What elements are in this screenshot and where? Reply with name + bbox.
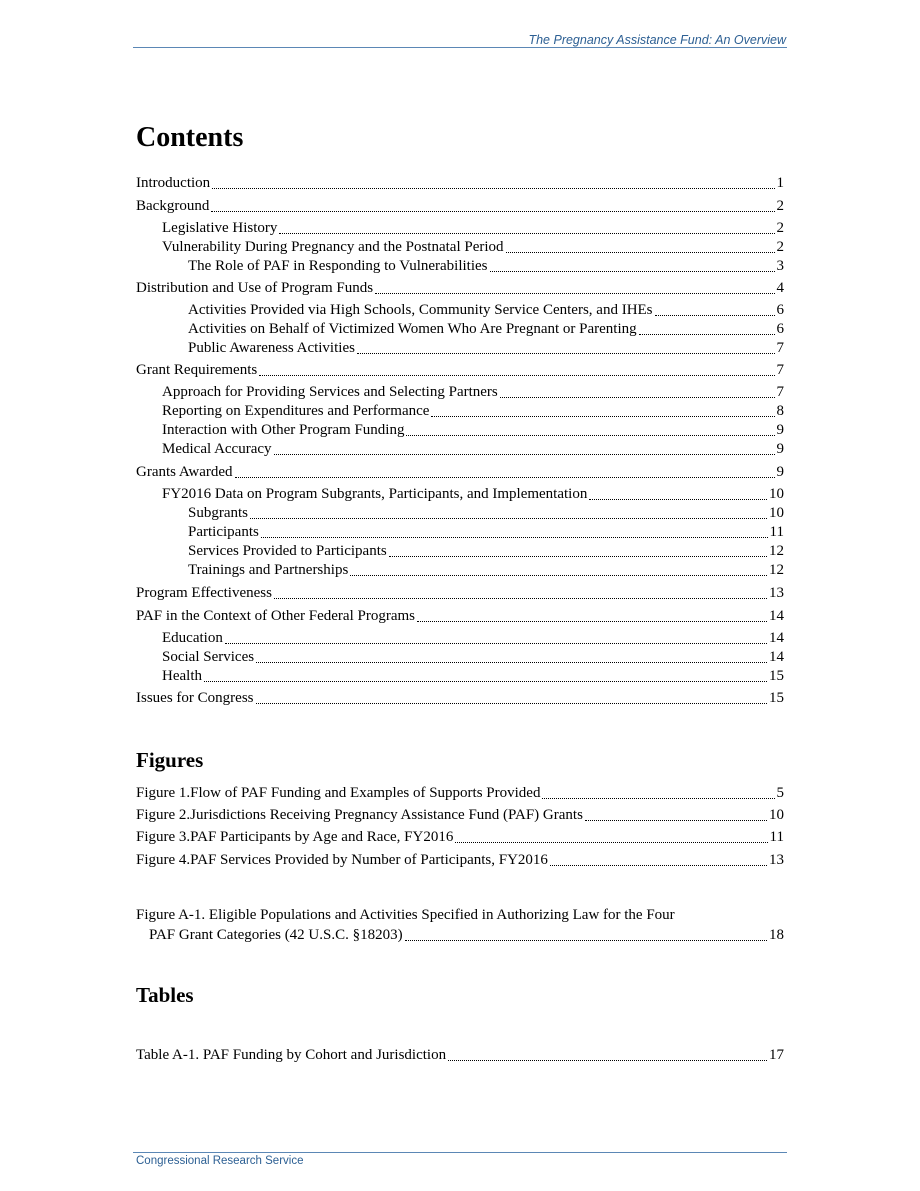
dot-leader xyxy=(256,662,767,663)
toc-entry-page: 3 xyxy=(776,258,784,274)
toc-entry[interactable] xyxy=(136,607,784,626)
tables-heading: Tables xyxy=(136,983,194,1007)
toc-entry[interactable] xyxy=(136,279,784,298)
dot-leader xyxy=(212,188,774,189)
dot-leader xyxy=(259,375,774,376)
toc-entry-title: Participants xyxy=(188,524,259,540)
toc-entry-title: Public Awareness Activities xyxy=(188,340,355,356)
toc-entry-page: 7 xyxy=(776,362,784,378)
toc-entry[interactable] xyxy=(136,402,784,421)
toc-entry-page: 2 xyxy=(776,239,784,255)
dot-leader xyxy=(225,643,767,644)
toc-entry[interactable] xyxy=(136,667,784,686)
figure-entry-page: 5 xyxy=(776,785,784,801)
toc-entry[interactable] xyxy=(136,689,784,708)
toc-entry-title: Reporting on Expenditures and Performance xyxy=(162,403,430,419)
dot-leader xyxy=(550,865,767,866)
toc-entry-title: PAF in the Context of Other Federal Programs xyxy=(136,608,416,624)
appendix-figure-entry[interactable] xyxy=(136,926,784,945)
footer-rule xyxy=(133,1152,787,1153)
toc-entry-page: 10 xyxy=(769,505,784,521)
toc-entry-title: Program Effectiveness xyxy=(136,585,272,601)
figure-entry[interactable] xyxy=(136,784,784,803)
toc-entry-title: Approach for Providing Services and Selecting Partners xyxy=(162,384,498,400)
toc-entry[interactable] xyxy=(136,629,784,648)
dot-leader xyxy=(405,940,767,941)
dot-leader xyxy=(639,334,775,335)
toc-entry-title: Social Services xyxy=(162,649,255,665)
toc-entry-page: 2 xyxy=(776,198,784,214)
dot-leader xyxy=(506,252,775,253)
toc-entry[interactable] xyxy=(136,320,784,339)
toc-entry[interactable] xyxy=(136,542,784,561)
toc-entry-title: Health xyxy=(162,668,202,684)
toc-entry-page: 8 xyxy=(776,403,784,419)
toc-entry[interactable] xyxy=(136,440,784,459)
footer-publisher: Congressional Research Service xyxy=(136,1155,304,1167)
dot-leader xyxy=(256,703,768,704)
appendix-figure-page: 18 xyxy=(769,927,784,943)
toc-entry-title: Services Provided to Participants xyxy=(188,543,387,559)
appendix-figure-title-line2: PAF Grant Categories (42 U.S.C. §18203) xyxy=(149,927,403,943)
toc-entry-title: Interaction with Other Program Funding xyxy=(162,422,405,438)
toc-entry-page: 6 xyxy=(776,321,784,337)
figure-entry[interactable] xyxy=(136,828,784,847)
toc-entry-page: 2 xyxy=(776,220,784,236)
toc-entry[interactable] xyxy=(136,301,784,320)
table-entry-title: Table A-1. PAF Funding by Cohort and Jurisdiction xyxy=(136,1047,447,1063)
figure-entry-page: 13 xyxy=(769,852,784,868)
toc-entry-page: 1 xyxy=(776,175,784,191)
toc-entry[interactable] xyxy=(136,463,784,482)
dot-leader xyxy=(250,518,767,519)
toc-entry[interactable] xyxy=(136,219,784,238)
toc-entry[interactable] xyxy=(136,504,784,523)
table-entry-page: 17 xyxy=(769,1047,784,1063)
toc-entry-page: 14 xyxy=(769,630,784,646)
toc-entry[interactable] xyxy=(136,383,784,402)
toc-entry[interactable] xyxy=(136,421,784,440)
toc-entry-title: Education xyxy=(162,630,223,646)
toc-entry-page: 11 xyxy=(769,524,784,540)
toc-entry-page: 7 xyxy=(776,384,784,400)
dot-leader xyxy=(417,621,767,622)
contents-heading: Contents xyxy=(136,122,244,153)
dot-leader xyxy=(261,537,768,538)
figures-heading: Figures xyxy=(136,748,204,772)
toc-entry-page: 7 xyxy=(776,340,784,356)
toc-entry-page: 12 xyxy=(769,562,784,578)
toc-entry-page: 9 xyxy=(776,464,784,480)
dot-leader xyxy=(204,681,767,682)
toc-entry-title: Medical Accuracy xyxy=(162,441,272,457)
toc-entry-page: 12 xyxy=(769,543,784,559)
toc-entry-title: Issues for Congress xyxy=(136,690,254,706)
figure-entry[interactable] xyxy=(136,806,784,825)
toc-entry-title: The Role of PAF in Responding to Vulnerabilities xyxy=(188,258,488,274)
toc-entry-page: 15 xyxy=(769,668,784,684)
toc-entry-page: 9 xyxy=(776,422,784,438)
dot-leader xyxy=(455,842,767,843)
toc-entry-page: 9 xyxy=(776,441,784,457)
toc-entry-title: Distribution and Use of Program Funds xyxy=(136,280,374,296)
dot-leader xyxy=(274,598,767,599)
toc-entry[interactable] xyxy=(136,648,784,667)
dot-leader xyxy=(274,454,775,455)
toc-entry-title: Grants Awarded xyxy=(136,464,233,480)
figure-entry[interactable] xyxy=(136,851,784,870)
dot-leader xyxy=(235,477,775,478)
toc-entry-title: Introduction xyxy=(136,175,211,191)
toc-entry[interactable] xyxy=(136,561,784,580)
dot-leader xyxy=(448,1060,767,1061)
running-header-title: The Pregnancy Assistance Fund: An Overview xyxy=(528,33,786,47)
toc-entry-page: 15 xyxy=(769,690,784,706)
figure-entry-title: Figure 3.PAF Participants by Age and Race, FY2016 xyxy=(136,829,454,845)
dot-leader xyxy=(542,798,774,799)
header-rule xyxy=(133,47,787,48)
figure-entry-title: Figure 4.PAF Services Provided by Number of Participants, FY2016 xyxy=(136,852,548,868)
toc-entry[interactable] xyxy=(136,174,784,193)
appendix-figure-title-line1[interactable]: Figure A-1. Eligible Populations and Activities Specified in Authorizing Law for the Four xyxy=(136,907,675,923)
toc-entry[interactable] xyxy=(136,485,784,504)
dot-leader xyxy=(375,293,774,294)
dot-leader xyxy=(500,397,775,398)
table-entry[interactable] xyxy=(136,1046,784,1065)
toc-entry-title: Activities Provided via High Schools, Community Service Centers, and IHEs xyxy=(188,302,653,318)
dot-leader xyxy=(589,499,767,500)
toc-entry[interactable] xyxy=(136,197,784,216)
toc-entry[interactable] xyxy=(136,238,784,257)
dot-leader xyxy=(279,233,774,234)
toc-entry-page: 6 xyxy=(776,302,784,318)
toc-entry[interactable] xyxy=(136,523,784,542)
toc-entry-page: 4 xyxy=(776,280,784,296)
figure-entry-page: 10 xyxy=(769,807,784,823)
toc-entry[interactable] xyxy=(136,257,784,276)
toc-entry-title: Subgrants xyxy=(188,505,248,521)
toc-entry[interactable] xyxy=(136,361,784,380)
dot-leader xyxy=(431,416,774,417)
toc-entry[interactable] xyxy=(136,584,784,603)
dot-leader xyxy=(585,820,767,821)
toc-entry-title: Grant Requirements xyxy=(136,362,258,378)
toc-entry-title: Activities on Behalf of Victimized Women Who Are Pregnant or Parenting xyxy=(188,321,637,337)
toc-entry-title: Background xyxy=(136,198,210,214)
toc-entry-title: Vulnerability During Pregnancy and the Postnatal Period xyxy=(162,239,504,255)
figure-entry-title: Figure 1.Flow of PAF Funding and Examples of Supports Provided xyxy=(136,785,541,801)
dot-leader xyxy=(211,211,774,212)
toc-entry-title: FY2016 Data on Program Subgrants, Participants, and Implementation xyxy=(162,486,588,502)
toc-entry-title: Legislative History xyxy=(162,220,278,236)
toc-entry-title: Trainings and Partnerships xyxy=(188,562,349,578)
dot-leader xyxy=(655,315,775,316)
toc-entry-page: 14 xyxy=(769,608,784,624)
dot-leader xyxy=(350,575,767,576)
toc-entry-page: 10 xyxy=(769,486,784,502)
toc-entry-page: 14 xyxy=(769,649,784,665)
dot-leader xyxy=(406,435,774,436)
dot-leader xyxy=(490,271,775,272)
figure-entry-page: 11 xyxy=(769,829,784,845)
toc-entry[interactable] xyxy=(136,339,784,358)
dot-leader xyxy=(357,353,775,354)
toc-entry-page: 13 xyxy=(769,585,784,601)
dot-leader xyxy=(389,556,767,557)
figure-entry-title: Figure 2.Jurisdictions Receiving Pregnancy Assistance Fund (PAF) Grants xyxy=(136,807,583,823)
